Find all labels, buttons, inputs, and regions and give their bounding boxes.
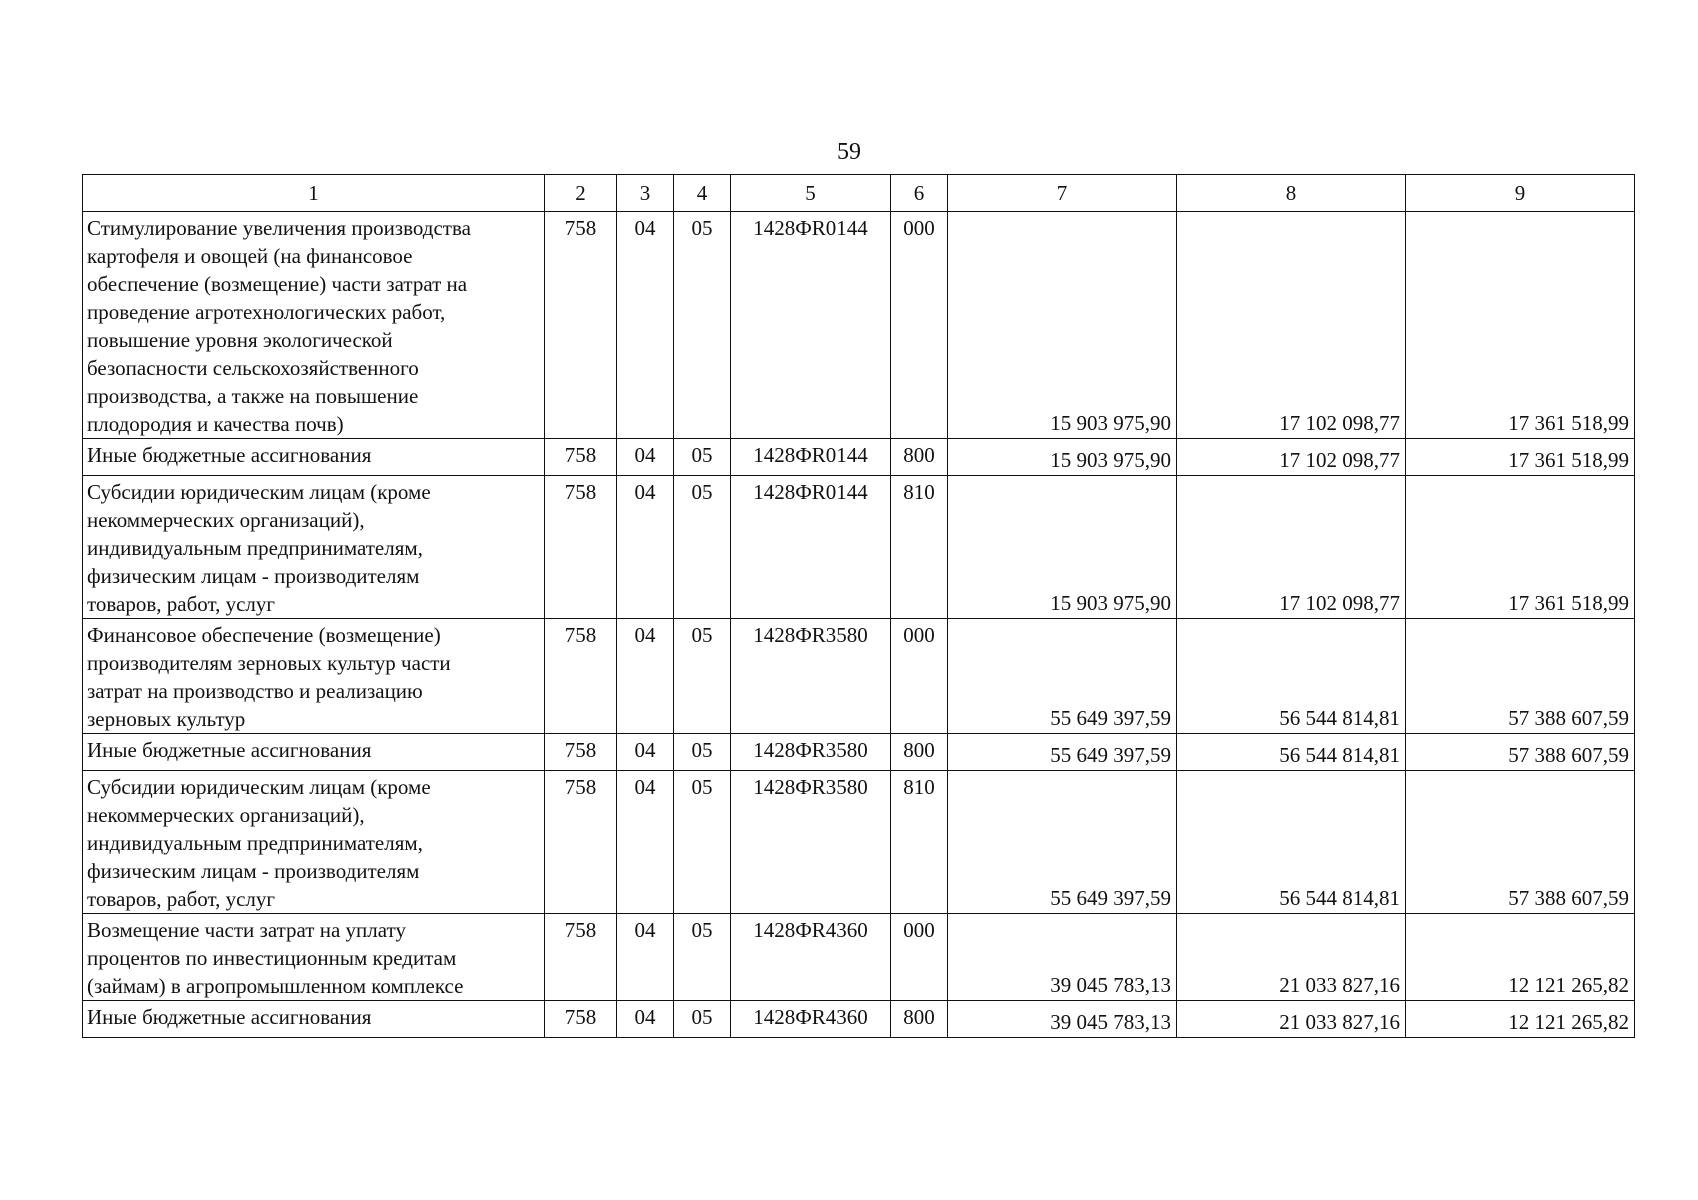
subsection-code-cell: 05 [674, 914, 731, 1001]
amount-col7-cell: 55 649 397,59 [948, 619, 1177, 734]
table-row [83, 771, 1635, 914]
item-name-cell: Возмещение части затрат на уплату процентов по инвестиционным кредитам (займам) в агропромышленном комплексе [83, 914, 545, 1001]
target-article-cell: 1428ФR3580 [731, 619, 891, 734]
table-row [83, 1001, 1635, 1038]
expense-type-cell: 000 [891, 619, 948, 734]
amount-col8-cell: 21 033 827,16 [1177, 1001, 1406, 1038]
target-article-cell: 1428ФR0144 [731, 439, 891, 476]
amount-col9-cell: 12 121 265,82 [1406, 1001, 1635, 1038]
target-article-cell: 1428ФR0144 [731, 476, 891, 619]
ministry-code-cell: 758 [545, 734, 617, 771]
target-article-cell: 1428ФR3580 [731, 771, 891, 914]
subsection-code-cell: 05 [674, 1001, 731, 1038]
column-header: 3 [617, 175, 674, 212]
budget-table [82, 174, 1635, 1038]
item-name-cell: Иные бюджетные ассигнования [83, 734, 545, 771]
table-row [83, 619, 1635, 734]
amount-col7-cell: 39 045 783,13 [948, 914, 1177, 1001]
subsection-code-cell: 05 [674, 771, 731, 914]
amount-col8-cell: 21 033 827,16 [1177, 914, 1406, 1001]
header-row [83, 175, 1635, 212]
table-row [83, 439, 1635, 476]
amount-col9-cell: 57 388 607,59 [1406, 771, 1635, 914]
column-header: 5 [731, 175, 891, 212]
amount-col8-cell: 56 544 814,81 [1177, 771, 1406, 914]
column-header: 9 [1406, 175, 1635, 212]
column-header: 7 [948, 175, 1177, 212]
amount-col9-cell: 57 388 607,59 [1406, 734, 1635, 771]
amount-col9-cell: 12 121 265,82 [1406, 914, 1635, 1001]
subsection-code-cell: 05 [674, 476, 731, 619]
column-header: 2 [545, 175, 617, 212]
expense-type-cell: 800 [891, 734, 948, 771]
amount-col7-cell: 15 903 975,90 [948, 212, 1177, 439]
section-code-cell: 04 [617, 476, 674, 619]
section-code-cell: 04 [617, 734, 674, 771]
ministry-code-cell: 758 [545, 771, 617, 914]
amount-col9-cell: 17 361 518,99 [1406, 212, 1635, 439]
item-name-cell: Субсидии юридическим лицам (кроме некоммерческих организаций), индивидуальным предпринимателям, физическим лицам - производителям товаров, работ, услуг [83, 476, 545, 619]
subsection-code-cell: 05 [674, 619, 731, 734]
column-header: 1 [83, 175, 545, 212]
amount-col7-cell: 55 649 397,59 [948, 734, 1177, 771]
amount-col9-cell: 17 361 518,99 [1406, 439, 1635, 476]
amount-col7-cell: 15 903 975,90 [948, 476, 1177, 619]
target-article-cell: 1428ФR0144 [731, 212, 891, 439]
amount-col9-cell: 17 361 518,99 [1406, 476, 1635, 619]
amount-col8-cell: 56 544 814,81 [1177, 734, 1406, 771]
page-number: 59 [837, 139, 861, 165]
section-code-cell: 04 [617, 1001, 674, 1038]
item-name-cell: Финансовое обеспечение (возмещение) производителям зерновых культур части затрат на производство и реализацию зерновых культур [83, 619, 545, 734]
table-row [83, 734, 1635, 771]
ministry-code-cell: 758 [545, 619, 617, 734]
table-row [83, 212, 1635, 439]
target-article-cell: 1428ФR3580 [731, 734, 891, 771]
ministry-code-cell: 758 [545, 914, 617, 1001]
section-code-cell: 04 [617, 619, 674, 734]
column-header: 4 [674, 175, 731, 212]
amount-col7-cell: 55 649 397,59 [948, 771, 1177, 914]
expense-type-cell: 810 [891, 476, 948, 619]
ministry-code-cell: 758 [545, 439, 617, 476]
target-article-cell: 1428ФR4360 [731, 1001, 891, 1038]
ministry-code-cell: 758 [545, 212, 617, 439]
column-header: 6 [891, 175, 948, 212]
section-code-cell: 04 [617, 914, 674, 1001]
target-article-cell: 1428ФR4360 [731, 914, 891, 1001]
amount-col9-cell: 57 388 607,59 [1406, 619, 1635, 734]
item-name-cell: Иные бюджетные ассигнования [83, 1001, 545, 1038]
item-name-cell: Субсидии юридическим лицам (кроме некоммерческих организаций), индивидуальным предпринимателям, физическим лицам - производителям товаров, работ, услуг [83, 771, 545, 914]
item-name-cell: Иные бюджетные ассигнования [83, 439, 545, 476]
item-name-cell: Стимулирование увеличения производства картофеля и овощей (на финансовое обеспечение (возмещение) части затрат на проведение агротехнологических работ, повышение уровня экологической безопасности сельскохозяйственного производства, а также на повышение плодородия и качества почв) [83, 212, 545, 439]
amount-col7-cell: 39 045 783,13 [948, 1001, 1177, 1038]
subsection-code-cell: 05 [674, 734, 731, 771]
expense-type-cell: 000 [891, 914, 948, 1001]
ministry-code-cell: 758 [545, 476, 617, 619]
subsection-code-cell: 05 [674, 212, 731, 439]
amount-col8-cell: 17 102 098,77 [1177, 212, 1406, 439]
amount-col8-cell: 17 102 098,77 [1177, 476, 1406, 619]
column-header: 8 [1177, 175, 1406, 212]
table-row [83, 476, 1635, 619]
ministry-code-cell: 758 [545, 1001, 617, 1038]
subsection-code-cell: 05 [674, 439, 731, 476]
expense-type-cell: 810 [891, 771, 948, 914]
table-row [83, 914, 1635, 1001]
section-code-cell: 04 [617, 212, 674, 439]
expense-type-cell: 000 [891, 212, 948, 439]
expense-type-cell: 800 [891, 1001, 948, 1038]
expense-type-cell: 800 [891, 439, 948, 476]
amount-col8-cell: 17 102 098,77 [1177, 439, 1406, 476]
amount-col8-cell: 56 544 814,81 [1177, 619, 1406, 734]
section-code-cell: 04 [617, 439, 674, 476]
amount-col7-cell: 15 903 975,90 [948, 439, 1177, 476]
section-code-cell: 04 [617, 771, 674, 914]
